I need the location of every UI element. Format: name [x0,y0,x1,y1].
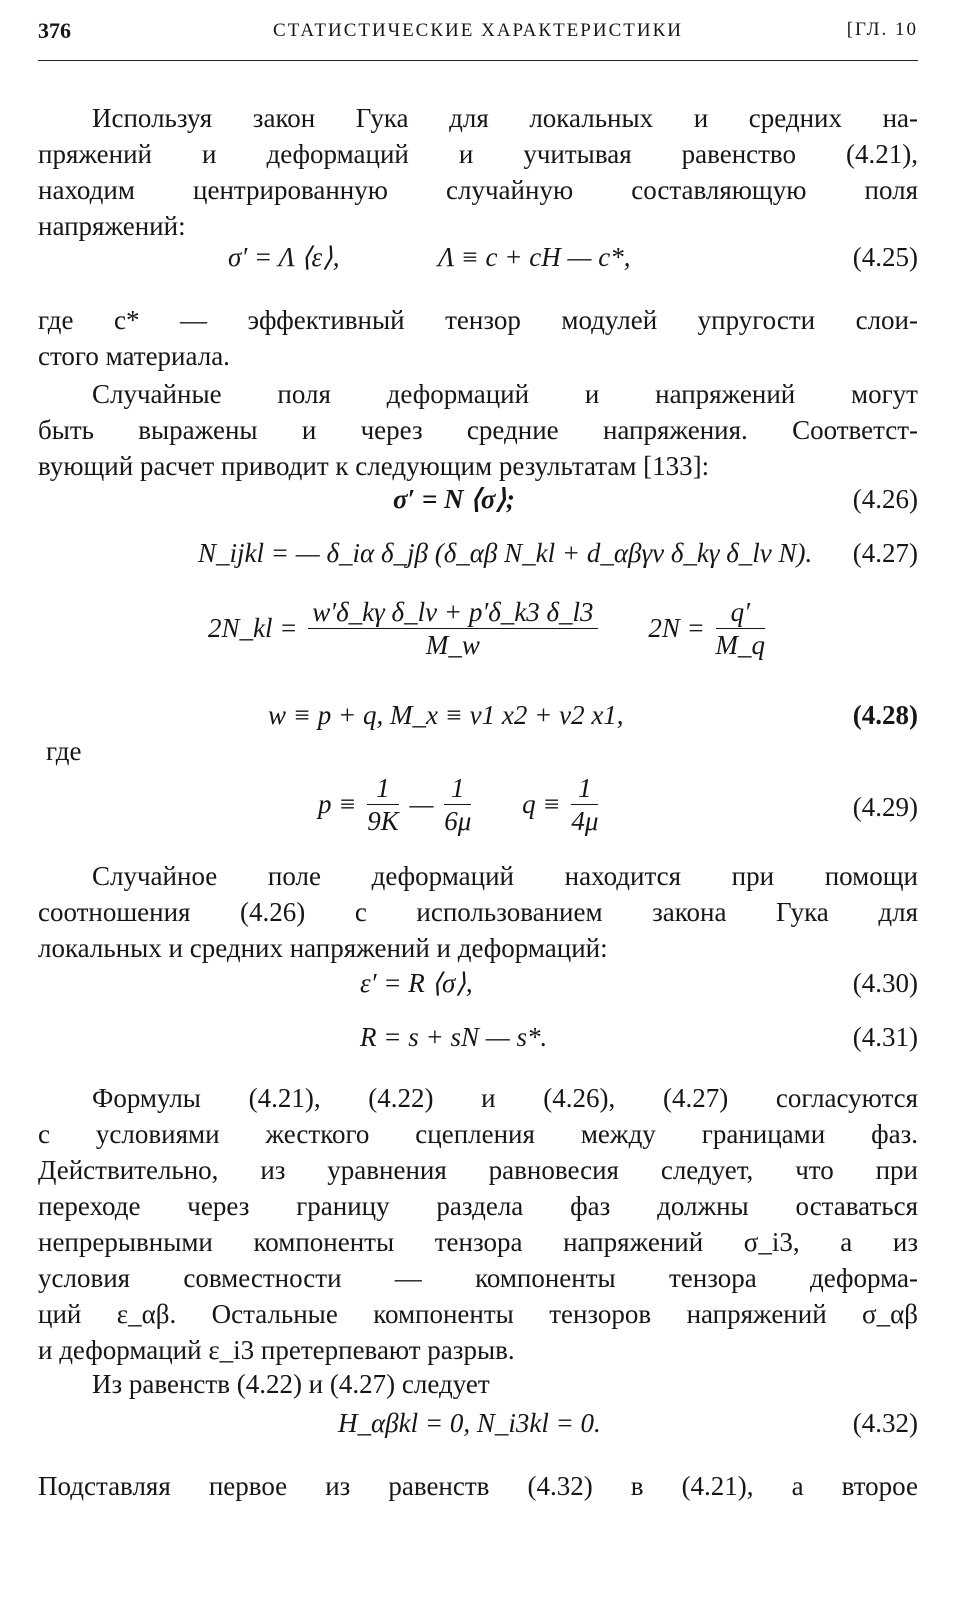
equation-number: (4.32) [852,1408,918,1438]
equation-number: (4.27) [852,538,918,568]
equation-body: R = s + sN — s*. [360,1022,548,1052]
paragraph-2 [38,302,918,374]
fraction-denominator: 6μ [444,806,472,836]
text-line: ций ε_αβ. Остальные компоненты тензоров напряжений σ_αβ [38,1299,918,1329]
fraction [367,772,399,837]
paragraph-4 [38,858,918,966]
fraction-numerator: 1 [571,772,598,805]
book-page [38,0,918,1600]
text-line: находим центрированную случайную составляющую поля [38,175,918,205]
paragraph-6 [38,1366,918,1402]
chapter-marker: [ГЛ. 10 [846,19,918,40]
text-line: локальных и средних напряжений и деформаций: [38,933,608,963]
text-line: Подставляя первое из равенств (4.32) в (4.21), а второе [38,1471,918,1501]
equation-4-32 [38,1408,918,1448]
text-line: Случайные поля деформаций и напряжений могут [92,379,918,409]
text-line: быть выражены и через средние напряжения. Соответст- [38,415,918,445]
equation-4-27-fractions [38,596,918,680]
equation-4-26 [38,484,918,524]
text-line: переходе через границу раздела фаз должны оставаться [38,1191,918,1221]
fraction-denominator: 4μ [571,806,599,836]
equation-number: (4.30) [852,968,918,998]
fraction [716,596,766,661]
paragraph-3 [38,376,918,484]
equation-part [318,772,602,837]
equation-4-28 [38,700,918,740]
page-number: 376 [38,18,71,43]
text-line: стого материала. [38,341,230,371]
lhs: 2N = [648,613,705,643]
equation-part: σ′ = Λ ⟨ε⟩, [228,242,340,272]
paragraph-1 [38,100,918,244]
text-line: условия совместности — компоненты тензора деформа- [38,1263,918,1293]
paragraph-7 [38,1468,918,1504]
equation-number: (4.29) [852,792,918,822]
text-line: и деформаций ε_i3 претерпевают разрыв. [38,1335,515,1365]
fraction [571,772,598,837]
equation-number: (4.26) [852,484,918,514]
equation-part [208,596,769,661]
equation-4-27 [38,538,918,578]
text-line: непрерывными компоненты тензора напряжений σ_i3, а из [38,1227,918,1257]
fraction [308,596,597,661]
text-line: пряжений и деформаций и учитывая равенство (4.21), [38,139,918,169]
fraction-denominator: M_q [715,630,766,660]
running-title: СТАТИСТИЧЕСКИЕ ХАРАКТЕРИСТИКИ [273,20,683,41]
text-line: Используя закон Гука для локальных и средних на- [92,103,918,133]
fraction-denominator: 9K [367,806,399,836]
equation-body: H_αβkl = 0, N_i3kl = 0. [338,1408,601,1438]
text-line: Формулы (4.21), (4.22) и (4.26), (4.27) согласуются [92,1083,918,1113]
text-line: вующий расчет приводит к следующим результатам [133]: [38,451,710,481]
equation-body: w ≡ p + q, M_x ≡ v1 x2 + v2 x1, [268,700,624,730]
equation-part: Λ ≡ c + cH — c*, [438,242,631,272]
running-header [38,18,918,52]
text-line: Действительно, из уравнения равновесия следует, что при [38,1155,918,1185]
paragraph-5 [38,1080,918,1368]
equation-body: N_ijkl = — δ_iα δ_jβ (δ_αβ N_kl + d_αβγν δ_kγ δ_lν N). [198,538,813,568]
lhs: 2N_kl = [208,613,298,643]
lhs: p ≡ [318,789,357,819]
text-line: где c* — эффективный тензор модулей упругости слои- [38,305,918,335]
fraction-numerator: w′δ_kγ δ_lν + p′δ_k3 δ_l3 [308,596,597,629]
where-label: где [46,736,82,766]
text-line: Из равенств (4.22) и (4.27) следует [92,1369,490,1399]
equation-4-29 [38,772,918,852]
text-line: Случайное поле деформаций находится при помощи [92,861,918,891]
equation-4-25 [38,242,918,282]
fraction-denominator: M_w [425,630,480,660]
equation-number: (4.31) [852,1022,918,1052]
equation-4-31 [38,1022,918,1062]
header-rule [38,60,918,61]
equation-body: σ′ = N ⟨σ⟩; [393,484,515,514]
text-line: соотношения (4.26) с использованием закона Гука для [38,897,918,927]
fraction-numerator: 1 [367,772,399,805]
equation-body: ε′ = R ⟨σ⟩, [360,968,473,998]
fraction-numerator: q′ [716,596,766,629]
text-line: с условиями жесткого сцепления между границами фаз. [38,1119,918,1149]
equation-number: (4.25) [852,242,918,272]
text-line: напряжений: [38,211,186,241]
minus-sign: — [409,789,434,819]
fraction [444,772,471,837]
equation-4-30 [38,968,918,1008]
equation-number: (4.28) [852,700,918,730]
lhs: q ≡ [522,789,561,819]
fraction-numerator: 1 [444,772,471,805]
